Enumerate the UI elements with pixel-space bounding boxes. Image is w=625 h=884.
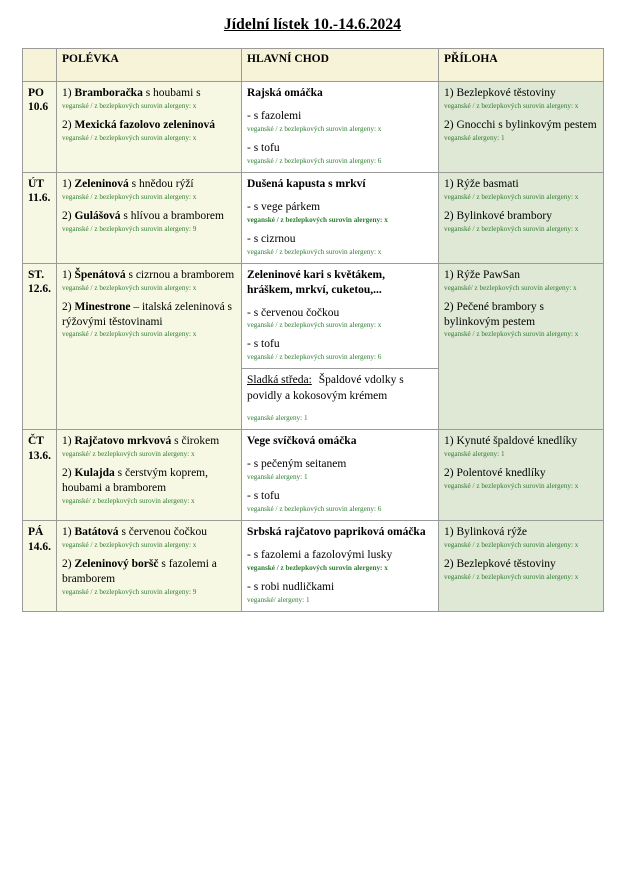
soup-cell bbox=[57, 521, 242, 612]
variant-label: - s cizrnou bbox=[247, 232, 296, 245]
soup-name: 1) Špenátová s cizrnou a bramborem bbox=[62, 268, 235, 281]
side-dish-cell bbox=[439, 82, 604, 173]
side-dish-name: 2) Bylinkové brambory bbox=[444, 209, 552, 222]
variant-label: - s červenou čočkou bbox=[247, 306, 340, 319]
main-course-variant bbox=[247, 200, 433, 225]
main-course-title: Rajská omáčka bbox=[247, 87, 323, 99]
day-name: PO bbox=[28, 87, 44, 99]
day-date: 13.6. bbox=[28, 449, 51, 462]
side-dish-item bbox=[444, 118, 598, 143]
soup-name: 1) Zeleninová s hnědou rýží bbox=[62, 177, 194, 190]
allergen-tags: veganské / z bezlepkových surovin alergeny: 9 bbox=[62, 224, 197, 233]
side-dish-item bbox=[444, 86, 598, 111]
allergen-tags: veganské/ z bezlepkových surovin alergeny: x bbox=[62, 450, 195, 459]
soup-cell bbox=[57, 82, 242, 173]
side-dish-name: 2) Pečené brambory s bylinkovým pestem bbox=[444, 300, 544, 328]
side-dish-item bbox=[444, 557, 598, 582]
main-course-cell bbox=[242, 263, 439, 369]
allergen-tags: veganské / z bezlepkových surovin alergeny: x bbox=[247, 321, 382, 330]
soup-item bbox=[62, 177, 236, 202]
side-dish-name: 1) Rýže PawSan bbox=[444, 268, 521, 281]
day-date: 14.6. bbox=[28, 540, 51, 553]
soup-item bbox=[62, 118, 236, 143]
day-name: PÁ bbox=[28, 526, 44, 539]
table-row bbox=[23, 430, 604, 521]
soup-name: 2) Zeleninový boršč s fazolemi a bramborem bbox=[62, 558, 217, 586]
soup-name: 2) Mexická fazolovo zeleninová bbox=[62, 118, 215, 131]
side-dish-cell bbox=[439, 263, 604, 430]
main-course-cell bbox=[242, 521, 439, 612]
menu-table bbox=[22, 48, 604, 612]
main-course-cell bbox=[242, 172, 439, 263]
header-row bbox=[23, 49, 604, 82]
allergen-tags: veganské / z bezlepkových surovin alergeny: x bbox=[247, 215, 388, 224]
soup-item bbox=[62, 466, 236, 506]
day-date: 12.6. bbox=[28, 283, 51, 295]
soup-item bbox=[62, 434, 236, 459]
main-course-title: Vege svíčková omáčka bbox=[247, 435, 357, 448]
soup-cell bbox=[57, 430, 242, 521]
side-dish-cell bbox=[439, 521, 604, 612]
main-course-variant bbox=[247, 337, 433, 362]
header-side: PŘÍLOHA bbox=[439, 49, 604, 82]
allergen-tags: veganské / z bezlepkových surovin alergeny: x bbox=[444, 482, 579, 491]
header-main: HLAVNÍ CHOD bbox=[242, 49, 439, 82]
allergen-tags: veganské / z bezlepkových surovin alergeny: x bbox=[62, 330, 197, 339]
sweet-wednesday-label: Sladká středa: bbox=[247, 374, 312, 387]
day-name: ÚT bbox=[28, 177, 44, 190]
table-body bbox=[23, 82, 604, 612]
variant-label: - s vege párkem bbox=[247, 200, 321, 213]
day-name: ST. bbox=[28, 268, 45, 281]
side-dish-item bbox=[444, 300, 598, 340]
side-dish-cell bbox=[439, 172, 604, 263]
soup-name: 2) Minestrone – italská zeleninová s rýžovými těstovinami bbox=[62, 300, 233, 328]
side-dish-item bbox=[444, 268, 598, 293]
allergen-tags: veganské / z bezlepkových surovin alergeny: x bbox=[444, 101, 579, 110]
table-head bbox=[23, 49, 604, 82]
allergen-tags: veganské / z bezlepkových surovin alergeny: 9 bbox=[62, 588, 197, 597]
allergen-tags: veganské / z bezlepkových surovin alergeny: 6 bbox=[247, 353, 382, 362]
variant-label: - s fazolemi bbox=[247, 109, 302, 122]
side-dish-item bbox=[444, 177, 598, 202]
allergen-tags: veganské/ z bezlepkových surovin alergeny: x bbox=[62, 497, 195, 506]
soup-item bbox=[62, 268, 236, 293]
variant-label: - s tofu bbox=[247, 338, 280, 351]
soup-name: 1) Bramboračka s houbami s bbox=[62, 87, 201, 99]
page-title: Jídelní lístek 10.-14.6.2024 bbox=[223, 16, 402, 33]
day-date: 11.6. bbox=[28, 192, 51, 205]
side-dish-name: 2) Polentové knedlíky bbox=[444, 467, 546, 480]
day-name: ČT bbox=[28, 435, 44, 448]
soup-item bbox=[62, 209, 236, 234]
main-course-variant bbox=[247, 457, 433, 482]
main-course-cell bbox=[242, 430, 439, 521]
day-date: 10.6 bbox=[28, 101, 49, 114]
soup-cell bbox=[57, 263, 242, 430]
allergen-tags: veganské / z bezlepkových surovin alergeny: x bbox=[444, 330, 579, 339]
main-course-cell bbox=[242, 82, 439, 173]
day-cell bbox=[23, 263, 57, 430]
soup-item bbox=[62, 557, 236, 597]
main-course-title: Dušená kapusta s mrkví bbox=[247, 177, 366, 190]
soup-name: 2) Gulášová s hlívou a bramborem bbox=[62, 209, 224, 222]
allergen-tags: veganské/ alergeny: 1 bbox=[247, 596, 310, 605]
allergen-tags: veganské alergeny: 1 bbox=[247, 473, 308, 482]
main-course-variant bbox=[247, 232, 433, 257]
side-dish-name: 2) Gnocchi s bylinkovým pestem bbox=[444, 118, 597, 131]
day-cell bbox=[23, 172, 57, 263]
table-row bbox=[23, 521, 604, 612]
allergen-tags: veganské / z bezlepkových surovin alergeny: x bbox=[62, 133, 197, 142]
main-course-variant bbox=[247, 548, 433, 573]
side-dish-name: 2) Bezlepkové těstoviny bbox=[444, 558, 556, 571]
sweet-wednesday-text: Sladká středa: Špaldové vdolky s povidly a kokosovým krémem bbox=[247, 374, 404, 402]
allergen-tags: veganské / z bezlepkových surovin alergeny: x bbox=[444, 573, 579, 582]
allergen-tags: veganské / z bezlepkových surovin alergeny: x bbox=[62, 283, 197, 292]
table-row bbox=[23, 263, 604, 369]
variant-label: - s robi nudličkami bbox=[247, 581, 335, 594]
allergen-tags: veganské / z bezlepkových surovin alergeny: x bbox=[247, 564, 388, 573]
header-day bbox=[23, 49, 57, 82]
soup-name: 2) Kulajda s čerstvým koprem, houbami a bramborem bbox=[62, 467, 208, 495]
header-soup: POLÉVKA bbox=[57, 49, 242, 82]
allergen-tags: veganské / z bezlepkových surovin alergeny: x bbox=[62, 101, 197, 110]
allergen-tags: veganské / z bezlepkových surovin alergeny: x bbox=[247, 124, 382, 133]
variant-label: - s tofu bbox=[247, 141, 280, 154]
allergen-tags: veganské / z bezlepkových surovin alergeny: x bbox=[444, 192, 579, 201]
allergen-tags: veganské alergeny: 1 bbox=[444, 450, 505, 459]
main-course-variant bbox=[247, 141, 433, 166]
table-row bbox=[23, 82, 604, 173]
sweet-wednesday-cell bbox=[242, 369, 439, 430]
main-course-variant bbox=[247, 306, 433, 331]
soup-item bbox=[62, 300, 236, 340]
side-dish-item bbox=[444, 466, 598, 491]
main-course-variant bbox=[247, 109, 433, 134]
side-dish-cell bbox=[439, 430, 604, 521]
allergen-tags: veganské / z bezlepkových surovin alergeny: x bbox=[444, 224, 579, 233]
main-course-title: Zeleninové kari s květákem, hráškem, mrkví, cuketou,... bbox=[247, 268, 385, 296]
main-course-variant bbox=[247, 489, 433, 514]
side-dish-item bbox=[444, 434, 598, 459]
day-cell bbox=[23, 521, 57, 612]
allergen-tags: veganské / z bezlepkových surovin alergeny: 6 bbox=[247, 156, 382, 165]
main-course-title: Srbská rajčatovo papriková omáčka bbox=[247, 526, 426, 539]
variant-label: - s tofu bbox=[247, 490, 280, 503]
allergen-tags: veganské / z bezlepkových surovin alergeny: x bbox=[444, 541, 579, 550]
main-course-variant bbox=[247, 580, 433, 605]
side-dish-name: 1) Bylinková rýže bbox=[444, 526, 528, 539]
day-cell bbox=[23, 82, 57, 173]
side-dish-name: 1) Rýže basmati bbox=[444, 177, 519, 190]
allergen-tags: veganské / z bezlepkových surovin alergeny: x bbox=[62, 192, 197, 201]
side-dish-item bbox=[444, 525, 598, 550]
variant-label: - s pečeným seitanem bbox=[247, 458, 347, 471]
day-cell bbox=[23, 430, 57, 521]
allergen-tags: veganské alergeny: 1 bbox=[444, 133, 505, 142]
soup-name: 1) Batátová s červenou čočkou bbox=[62, 526, 208, 539]
soup-item bbox=[62, 86, 236, 111]
side-dish-name: 1) Kynuté špaldové knedlíky bbox=[444, 435, 578, 448]
allergen-tags: veganské/ z bezlepkových surovin alergeny: x bbox=[444, 283, 577, 292]
side-dish-item bbox=[444, 209, 598, 234]
allergen-tags: veganské / z bezlepkových surovin alergeny: x bbox=[247, 247, 382, 256]
side-dish-name: 1) Bezlepkové těstoviny bbox=[444, 87, 556, 99]
soup-item bbox=[62, 525, 236, 550]
table-row bbox=[23, 172, 604, 263]
allergen-tags: veganské / z bezlepkových surovin alergeny: 6 bbox=[247, 505, 382, 514]
allergen-tags: veganské alergeny: 1 bbox=[247, 414, 308, 423]
soup-name: 1) Rajčatovo mrkvová s čirokem bbox=[62, 435, 220, 448]
variant-label: - s fazolemi a fazolovými lusky bbox=[247, 549, 393, 562]
soup-cell bbox=[57, 172, 242, 263]
allergen-tags: veganské / z bezlepkových surovin alergeny: x bbox=[62, 541, 197, 550]
